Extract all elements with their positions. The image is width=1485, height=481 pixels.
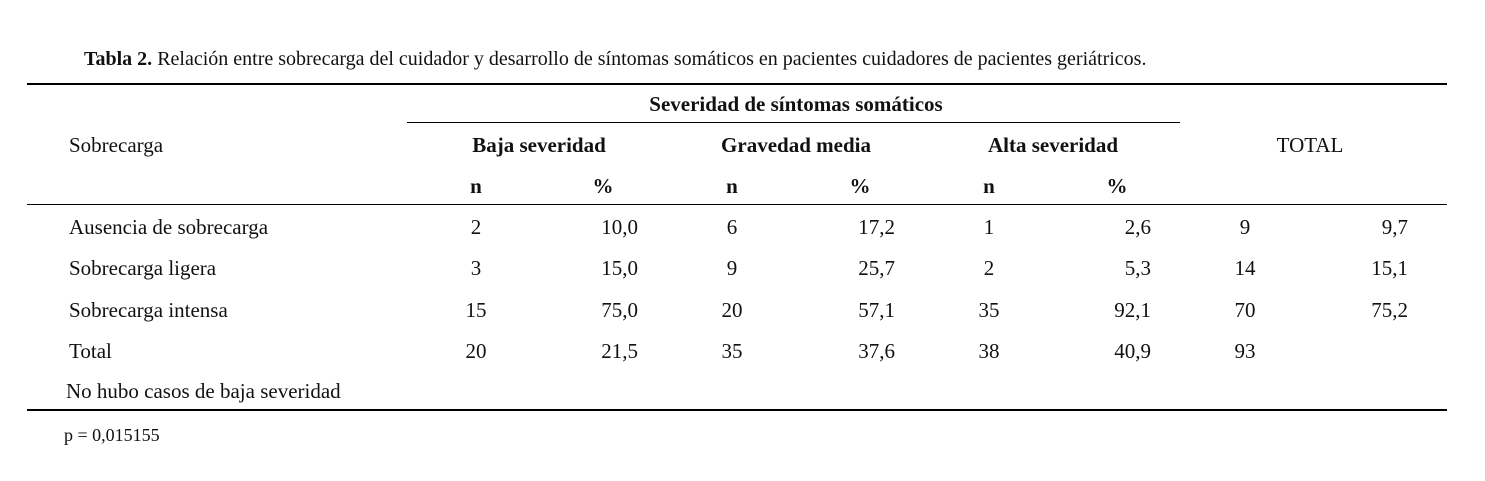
group-rule bbox=[407, 122, 1180, 123]
cell-percent: 5,3 bbox=[1124, 256, 1151, 280]
cell-percent: 40,9 bbox=[1114, 339, 1151, 363]
cell-percent: 15,0 bbox=[601, 256, 638, 280]
cell-n: 15 bbox=[465, 298, 487, 322]
group-header-media: Gravedad media bbox=[721, 133, 871, 157]
bottom-rule bbox=[27, 409, 1447, 411]
cell-percent: 9,7 bbox=[1381, 215, 1408, 239]
cell-percent: 25,7 bbox=[858, 256, 895, 280]
table-caption bbox=[84, 46, 1444, 72]
cell-percent: 17,2 bbox=[858, 215, 895, 239]
row-label: Ausencia de sobrecarga bbox=[69, 215, 269, 239]
cell-percent: 21,5 bbox=[601, 339, 638, 363]
footnote-row: No hubo casos de baja severidad bbox=[66, 379, 341, 403]
row-label: Total bbox=[69, 339, 112, 363]
caption-label: Tabla 2. bbox=[84, 48, 153, 70]
row-label-header: Sobrecarga bbox=[69, 133, 164, 157]
cell-n: 35 bbox=[721, 339, 743, 363]
subheader-n: n bbox=[726, 174, 738, 198]
cell-n: 20 bbox=[721, 298, 743, 322]
group-header-baja: Baja severidad bbox=[472, 133, 606, 157]
cell-percent: 37,6 bbox=[858, 339, 895, 363]
top-rule bbox=[27, 83, 1447, 85]
cell-n: 20 bbox=[465, 339, 487, 363]
cell-percent: 92,1 bbox=[1114, 298, 1151, 322]
row-label: Sobrecarga ligera bbox=[69, 256, 217, 280]
cell-n: 9 bbox=[726, 256, 738, 280]
total-header: TOTAL bbox=[1276, 133, 1344, 157]
cell-n: 38 bbox=[978, 339, 1000, 363]
header-bottom-rule bbox=[27, 204, 1447, 205]
cell-n: 93 bbox=[1234, 339, 1256, 363]
cell-percent: 75,0 bbox=[601, 298, 638, 322]
cell-n: 35 bbox=[978, 298, 1000, 322]
cell-n: 9 bbox=[1239, 215, 1251, 239]
group-title: Severidad de síntomas somáticos bbox=[649, 92, 943, 116]
cell-n: 2 bbox=[470, 215, 482, 239]
subheader-n: n bbox=[983, 174, 995, 198]
cell-n: 6 bbox=[726, 215, 738, 239]
cell-percent: 10,0 bbox=[601, 215, 638, 239]
group-header-alta: Alta severidad bbox=[987, 133, 1119, 157]
cell-n: 3 bbox=[470, 256, 482, 280]
subheader-pct: % bbox=[1106, 174, 1128, 198]
subheader-pct: % bbox=[849, 174, 871, 198]
cell-percent: 2,6 bbox=[1124, 215, 1151, 239]
cell-percent: 57,1 bbox=[858, 298, 895, 322]
caption-text: Relación entre sobrecarga del cuidador y desarrollo de síntomas somáticos en pacientes cuidadores de pacientes geriátricos. bbox=[157, 48, 1147, 70]
cell-n: 70 bbox=[1234, 298, 1256, 322]
p-value-note: p = 0,015155 bbox=[64, 425, 160, 445]
cell-percent: 15,1 bbox=[1371, 256, 1408, 280]
cell-percent: 75,2 bbox=[1371, 298, 1408, 322]
cell-n: 14 bbox=[1234, 256, 1256, 280]
subheader-pct: % bbox=[592, 174, 614, 198]
row-label: Sobrecarga intensa bbox=[69, 298, 228, 322]
subheader-n: n bbox=[470, 174, 482, 198]
cell-n: 2 bbox=[983, 256, 995, 280]
cell-n: 1 bbox=[983, 215, 995, 239]
